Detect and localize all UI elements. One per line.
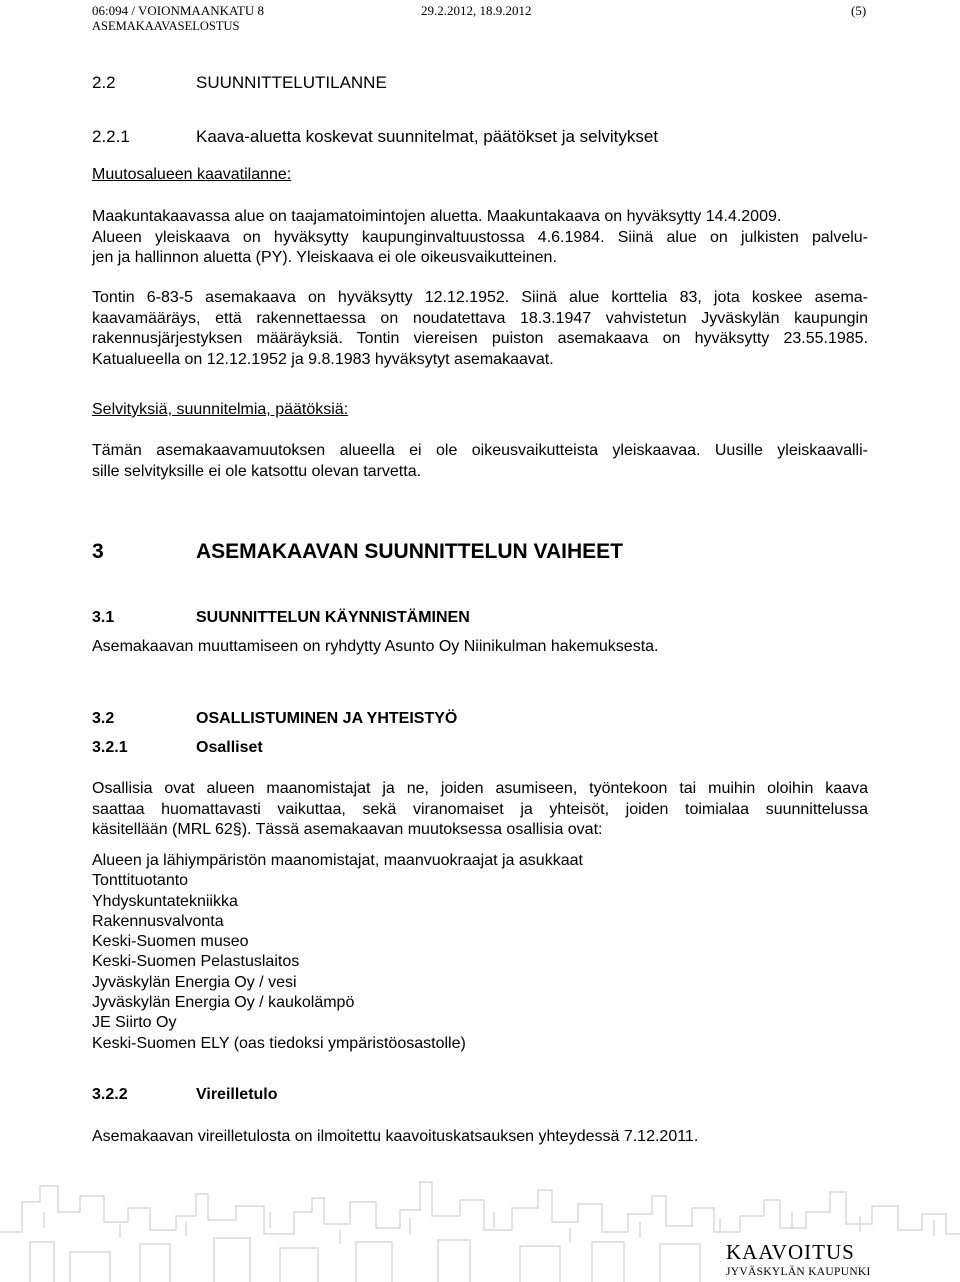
section-number: 3	[92, 540, 104, 563]
paragraph-kaavatilanne	[92, 207, 868, 269]
section-number: 3.2	[92, 710, 115, 727]
list-item: JE Siirto Oy	[92, 1014, 177, 1032]
paragraph-line: Alueen yleiskaava on hyväksytty kaupunginvaltuustossa 4.6.1984. Siinä alue on julkisten palvelu-	[92, 228, 868, 246]
paragraph-asemakaava	[92, 288, 868, 370]
section-2-2-heading	[92, 73, 387, 94]
paragraph-osalliset	[92, 779, 868, 841]
section-3-2-2-heading	[92, 1086, 278, 1104]
paragraph-line: käsitellään (MRL 62§). Tässä asemakaavan muutoksessa osallisia ovat:	[92, 821, 603, 839]
paragraph-selvitykset	[92, 441, 868, 482]
list-item: Tonttituotanto	[92, 872, 189, 890]
paragraph-line: Tämän asemakaavamuutoksen alueella ei ole oikeusvaikutteista yleiskaavaa. Uusille yleiskaavalli-	[92, 442, 868, 459]
section-number: 2.2.1	[92, 127, 130, 146]
list-item: Rakennusvalvonta	[92, 912, 224, 930]
paragraph-vireilletulo: Asemakaavan vireilletulosta on ilmoitettu kaavoituskatsauksen yhteydessä 7.12.2011.	[92, 1128, 699, 1145]
paragraph-line: kaavamääräys, että rakennettaessa on noudatettava 18.3.1947 vahvistetun Jyväskylän kaupungin	[92, 309, 868, 327]
section-title: Kaava-aluetta koskevat suunnitelmat, päätökset ja selvitykset	[196, 127, 659, 146]
muutosalue-heading: Muutosalueen kaavatilanne:	[92, 166, 292, 183]
selvityksia-heading: Selvityksiä, suunnitelmia, päätöksiä:	[92, 401, 349, 418]
paragraph-line: rakennusjärjestyksen määräyksiä. Tontin viereisen puiston asemakaava on hyväksytty 23.55.1985.	[92, 330, 868, 348]
kaavoitus-logo-subtitle: JYVÄSKYLÄN KAUPUNKI	[726, 1266, 871, 1278]
section-title: SUUNNITTELUN KÄYNNISTÄMINEN	[196, 609, 470, 626]
header-doc-type: ASEMAKAAVASELOSTUS	[92, 19, 240, 33]
list-item: Jyväskylän Energia Oy / kaukolämpö	[92, 994, 355, 1012]
section-title: Vireilletulo	[196, 1086, 278, 1103]
section-number: 3.1	[92, 609, 115, 626]
paragraph-line: jen ja hallinnon aluetta (PY). Yleiskaava ei ole oikeusvaikutteinen.	[92, 249, 557, 267]
section-3-2-heading	[92, 710, 458, 728]
section-title: OSALLISTUMINEN JA YHTEISTYÖ	[196, 710, 458, 727]
paragraph-line: Tontin 6-83-5 asemakaava on hyväksytty 12.12.1952. Siinä alue korttelia 83, jota koskee asema-	[92, 289, 868, 306]
section-number: 3.2.2	[92, 1086, 128, 1103]
kaavoitus-logo: KAAVOITUS	[726, 1240, 855, 1264]
header-doc-id: 06:094 / VOIONMAANKATU 8	[92, 3, 265, 18]
list-item: Keski-Suomen museo	[92, 933, 249, 951]
section-number: 3.2.1	[92, 739, 128, 756]
section-title: Osalliset	[196, 739, 263, 756]
header-dates: 29.2.2012, 18.9.2012	[421, 3, 532, 18]
paragraph-line: Katualueella on 12.12.1952 ja 9.8.1983 hyväksytyt asemakaavat.	[92, 350, 554, 368]
section-3-1-heading	[92, 609, 470, 627]
paragraph-line: Maakuntakaavassa alue on taajamatoimintojen aluetta. Maakuntakaava on hyväksytty 14.4.2009.	[92, 208, 782, 225]
paragraph-line: Osallisia ovat alueen maanomistajat ja ne, joiden asumiseen, työntekoon tai muihin oloihin kaava	[92, 780, 868, 797]
list-item: Yhdyskuntatekniikka	[92, 892, 238, 910]
list-item: Keski-Suomen ELY (oas tiedoksi ympäristöosastolle)	[92, 1034, 466, 1052]
section-3-heading	[92, 540, 624, 564]
paragraph-line: saattaa huomattavasti vaikuttaa, sekä viranomaiset ja yhteisöt, joiden toimialaa suunnittelussa	[92, 800, 868, 818]
list-item: Alueen ja lähiympäristön maanomistajat, maanvuokraajat ja asukkaat	[92, 852, 583, 869]
section-number: 2.2	[92, 73, 116, 92]
osalliset-list	[92, 851, 583, 1054]
section-3-2-1-heading	[92, 739, 263, 757]
paragraph-line: sille selvityksille ei ole katsottu olevan tarvetta.	[92, 462, 422, 480]
section-2-2-1-heading	[92, 127, 659, 148]
list-item: Keski-Suomen Pelastuslaitos	[92, 953, 300, 971]
section-title: SUUNNITTELUTILANNE	[196, 73, 387, 92]
header-page-number: (5)	[851, 3, 867, 18]
list-item: Jyväskylän Energia Oy / vesi	[92, 973, 297, 991]
section-title: ASEMAKAAVAN SUUNNITTELUN VAIHEET	[196, 540, 624, 563]
paragraph-kaynnistaminen: Asemakaavan muuttamiseen on ryhdytty Asunto Oy Niinikulman hakemuksesta.	[92, 638, 659, 655]
